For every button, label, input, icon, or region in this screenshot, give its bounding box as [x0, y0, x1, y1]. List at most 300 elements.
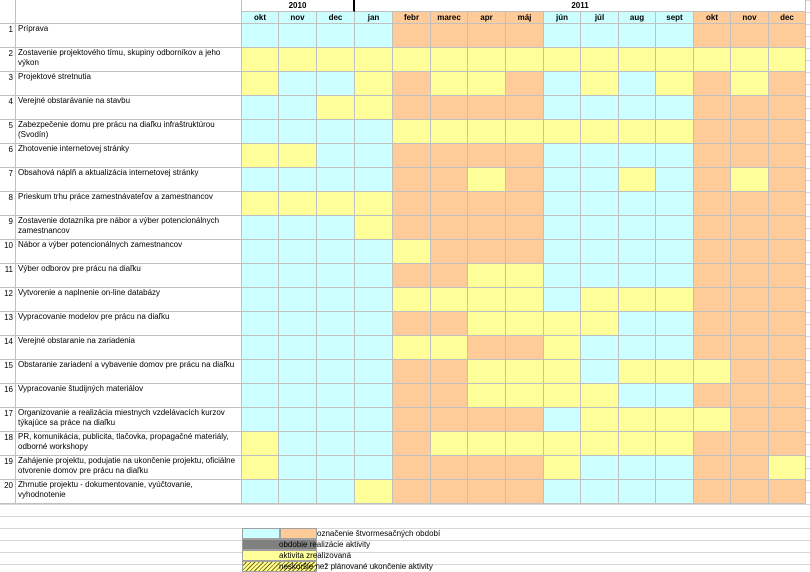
schedule-cell[interactable] — [431, 96, 468, 120]
schedule-cell[interactable] — [431, 432, 468, 456]
schedule-cell[interactable] — [619, 72, 656, 96]
schedule-cell[interactable] — [581, 264, 619, 288]
schedule-cell[interactable] — [279, 456, 317, 480]
schedule-cell[interactable] — [769, 432, 806, 456]
schedule-cell[interactable] — [317, 48, 355, 72]
schedule-cell[interactable] — [506, 192, 544, 216]
schedule-cell[interactable] — [355, 336, 393, 360]
schedule-cell[interactable] — [769, 72, 806, 96]
schedule-cell[interactable] — [769, 288, 806, 312]
schedule-cell[interactable] — [431, 240, 468, 264]
schedule-cell[interactable] — [468, 336, 506, 360]
schedule-cell[interactable] — [694, 168, 731, 192]
schedule-cell[interactable] — [242, 336, 279, 360]
schedule-cell[interactable] — [656, 240, 694, 264]
schedule-cell[interactable] — [619, 144, 656, 168]
schedule-cell[interactable] — [393, 216, 431, 240]
schedule-cell[interactable] — [731, 168, 769, 192]
schedule-cell[interactable] — [694, 360, 731, 384]
schedule-cell[interactable] — [279, 48, 317, 72]
schedule-cell[interactable] — [731, 240, 769, 264]
schedule-cell[interactable] — [544, 144, 581, 168]
schedule-cell[interactable] — [544, 96, 581, 120]
schedule-cell[interactable] — [242, 192, 279, 216]
schedule-cell[interactable] — [581, 96, 619, 120]
schedule-cell[interactable] — [242, 480, 279, 504]
schedule-cell[interactable] — [694, 408, 731, 432]
schedule-cell[interactable] — [279, 312, 317, 336]
schedule-cell[interactable] — [242, 216, 279, 240]
schedule-cell[interactable] — [731, 144, 769, 168]
schedule-cell[interactable] — [317, 408, 355, 432]
schedule-cell[interactable] — [656, 264, 694, 288]
schedule-cell[interactable] — [619, 264, 656, 288]
schedule-cell[interactable] — [581, 144, 619, 168]
schedule-cell[interactable] — [242, 24, 279, 48]
schedule-cell[interactable] — [317, 96, 355, 120]
schedule-cell[interactable] — [544, 480, 581, 504]
schedule-cell[interactable] — [393, 168, 431, 192]
schedule-cell[interactable] — [694, 48, 731, 72]
schedule-cell[interactable] — [619, 120, 656, 144]
schedule-cell[interactable] — [656, 24, 694, 48]
schedule-cell[interactable] — [619, 48, 656, 72]
schedule-cell[interactable] — [581, 168, 619, 192]
schedule-cell[interactable] — [355, 240, 393, 264]
schedule-cell[interactable] — [317, 384, 355, 408]
schedule-cell[interactable] — [544, 384, 581, 408]
schedule-cell[interactable] — [769, 360, 806, 384]
schedule-cell[interactable] — [355, 120, 393, 144]
schedule-cell[interactable] — [279, 384, 317, 408]
schedule-cell[interactable] — [656, 144, 694, 168]
schedule-cell[interactable] — [544, 360, 581, 384]
schedule-cell[interactable] — [544, 312, 581, 336]
schedule-cell[interactable] — [279, 360, 317, 384]
schedule-cell[interactable] — [581, 216, 619, 240]
schedule-cell[interactable] — [317, 120, 355, 144]
schedule-cell[interactable] — [431, 456, 468, 480]
schedule-cell[interactable] — [769, 240, 806, 264]
schedule-cell[interactable] — [355, 24, 393, 48]
schedule-cell[interactable] — [656, 48, 694, 72]
schedule-cell[interactable] — [355, 480, 393, 504]
schedule-cell[interactable] — [581, 72, 619, 96]
schedule-cell[interactable] — [468, 288, 506, 312]
schedule-cell[interactable] — [581, 384, 619, 408]
schedule-cell[interactable] — [393, 336, 431, 360]
schedule-cell[interactable] — [731, 264, 769, 288]
schedule-cell[interactable] — [694, 240, 731, 264]
schedule-cell[interactable] — [468, 192, 506, 216]
schedule-cell[interactable] — [694, 192, 731, 216]
schedule-cell[interactable] — [468, 360, 506, 384]
schedule-cell[interactable] — [279, 408, 317, 432]
schedule-cell[interactable] — [355, 144, 393, 168]
schedule-cell[interactable] — [656, 312, 694, 336]
schedule-cell[interactable] — [619, 192, 656, 216]
schedule-cell[interactable] — [279, 120, 317, 144]
schedule-cell[interactable] — [355, 72, 393, 96]
schedule-cell[interactable] — [769, 120, 806, 144]
schedule-cell[interactable] — [355, 456, 393, 480]
schedule-cell[interactable] — [619, 408, 656, 432]
schedule-cell[interactable] — [393, 24, 431, 48]
schedule-cell[interactable] — [731, 360, 769, 384]
schedule-cell[interactable] — [393, 360, 431, 384]
schedule-cell[interactable] — [279, 264, 317, 288]
schedule-cell[interactable] — [544, 72, 581, 96]
schedule-cell[interactable] — [355, 96, 393, 120]
schedule-cell[interactable] — [694, 288, 731, 312]
schedule-cell[interactable] — [279, 168, 317, 192]
schedule-cell[interactable] — [581, 432, 619, 456]
schedule-cell[interactable] — [317, 288, 355, 312]
schedule-cell[interactable] — [468, 384, 506, 408]
schedule-cell[interactable] — [317, 168, 355, 192]
schedule-cell[interactable] — [506, 432, 544, 456]
schedule-cell[interactable] — [468, 312, 506, 336]
schedule-cell[interactable] — [506, 24, 544, 48]
schedule-cell[interactable] — [656, 456, 694, 480]
schedule-cell[interactable] — [279, 72, 317, 96]
schedule-cell[interactable] — [581, 480, 619, 504]
schedule-cell[interactable] — [544, 168, 581, 192]
schedule-cell[interactable] — [694, 336, 731, 360]
schedule-cell[interactable] — [731, 48, 769, 72]
schedule-cell[interactable] — [431, 120, 468, 144]
schedule-cell[interactable] — [431, 360, 468, 384]
schedule-cell[interactable] — [506, 336, 544, 360]
schedule-cell[interactable] — [769, 408, 806, 432]
schedule-cell[interactable] — [393, 72, 431, 96]
schedule-cell[interactable] — [694, 264, 731, 288]
schedule-cell[interactable] — [506, 312, 544, 336]
schedule-cell[interactable] — [769, 456, 806, 480]
schedule-cell[interactable] — [581, 288, 619, 312]
schedule-cell[interactable] — [279, 480, 317, 504]
schedule-cell[interactable] — [279, 96, 317, 120]
schedule-cell[interactable] — [393, 432, 431, 456]
schedule-cell[interactable] — [506, 120, 544, 144]
schedule-cell[interactable] — [468, 24, 506, 48]
schedule-cell[interactable] — [431, 336, 468, 360]
schedule-cell[interactable] — [279, 432, 317, 456]
schedule-cell[interactable] — [581, 192, 619, 216]
schedule-cell[interactable] — [279, 240, 317, 264]
schedule-cell[interactable] — [656, 120, 694, 144]
schedule-cell[interactable] — [355, 408, 393, 432]
schedule-cell[interactable] — [769, 168, 806, 192]
schedule-cell[interactable] — [619, 360, 656, 384]
schedule-cell[interactable] — [731, 456, 769, 480]
schedule-cell[interactable] — [694, 456, 731, 480]
schedule-cell[interactable] — [581, 456, 619, 480]
schedule-cell[interactable] — [544, 408, 581, 432]
schedule-cell[interactable] — [317, 240, 355, 264]
schedule-cell[interactable] — [355, 168, 393, 192]
schedule-cell[interactable] — [355, 264, 393, 288]
schedule-cell[interactable] — [581, 336, 619, 360]
schedule-cell[interactable] — [506, 96, 544, 120]
schedule-cell[interactable] — [242, 384, 279, 408]
schedule-cell[interactable] — [544, 288, 581, 312]
schedule-cell[interactable] — [656, 72, 694, 96]
schedule-cell[interactable] — [506, 48, 544, 72]
schedule-cell[interactable] — [769, 384, 806, 408]
schedule-cell[interactable] — [769, 216, 806, 240]
schedule-cell[interactable] — [393, 480, 431, 504]
schedule-cell[interactable] — [468, 96, 506, 120]
schedule-cell[interactable] — [468, 216, 506, 240]
schedule-cell[interactable] — [506, 144, 544, 168]
schedule-cell[interactable] — [656, 336, 694, 360]
schedule-cell[interactable] — [694, 216, 731, 240]
schedule-cell[interactable] — [317, 264, 355, 288]
schedule-cell[interactable] — [468, 432, 506, 456]
schedule-cell[interactable] — [468, 120, 506, 144]
schedule-cell[interactable] — [581, 360, 619, 384]
schedule-cell[interactable] — [731, 72, 769, 96]
schedule-cell[interactable] — [279, 288, 317, 312]
schedule-cell[interactable] — [544, 432, 581, 456]
schedule-cell[interactable] — [506, 216, 544, 240]
schedule-cell[interactable] — [242, 240, 279, 264]
schedule-cell[interactable] — [769, 96, 806, 120]
schedule-cell[interactable] — [769, 192, 806, 216]
schedule-cell[interactable] — [279, 24, 317, 48]
schedule-cell[interactable] — [431, 48, 468, 72]
schedule-cell[interactable] — [544, 240, 581, 264]
schedule-cell[interactable] — [431, 168, 468, 192]
schedule-cell[interactable] — [581, 48, 619, 72]
schedule-cell[interactable] — [393, 456, 431, 480]
schedule-cell[interactable] — [393, 312, 431, 336]
schedule-cell[interactable] — [694, 96, 731, 120]
schedule-cell[interactable] — [731, 192, 769, 216]
schedule-cell[interactable] — [393, 288, 431, 312]
schedule-cell[interactable] — [619, 288, 656, 312]
schedule-cell[interactable] — [431, 144, 468, 168]
schedule-cell[interactable] — [581, 408, 619, 432]
schedule-cell[interactable] — [431, 408, 468, 432]
schedule-cell[interactable] — [656, 192, 694, 216]
schedule-cell[interactable] — [581, 24, 619, 48]
schedule-cell[interactable] — [355, 384, 393, 408]
schedule-cell[interactable] — [544, 192, 581, 216]
schedule-cell[interactable] — [506, 240, 544, 264]
schedule-cell[interactable] — [769, 48, 806, 72]
schedule-cell[interactable] — [317, 456, 355, 480]
schedule-cell[interactable] — [242, 168, 279, 192]
schedule-cell[interactable] — [431, 216, 468, 240]
schedule-cell[interactable] — [619, 216, 656, 240]
schedule-cell[interactable] — [279, 192, 317, 216]
schedule-cell[interactable] — [431, 72, 468, 96]
schedule-cell[interactable] — [393, 240, 431, 264]
schedule-cell[interactable] — [317, 192, 355, 216]
schedule-cell[interactable] — [355, 360, 393, 384]
schedule-cell[interactable] — [431, 24, 468, 48]
schedule-cell[interactable] — [242, 432, 279, 456]
schedule-cell[interactable] — [581, 312, 619, 336]
schedule-cell[interactable] — [656, 168, 694, 192]
schedule-cell[interactable] — [731, 288, 769, 312]
schedule-cell[interactable] — [468, 240, 506, 264]
schedule-cell[interactable] — [544, 456, 581, 480]
schedule-cell[interactable] — [656, 384, 694, 408]
schedule-cell[interactable] — [581, 240, 619, 264]
schedule-cell[interactable] — [431, 192, 468, 216]
schedule-cell[interactable] — [468, 264, 506, 288]
schedule-cell[interactable] — [317, 144, 355, 168]
schedule-cell[interactable] — [317, 480, 355, 504]
schedule-cell[interactable] — [544, 336, 581, 360]
schedule-cell[interactable] — [769, 312, 806, 336]
schedule-cell[interactable] — [468, 408, 506, 432]
schedule-cell[interactable] — [731, 24, 769, 48]
schedule-cell[interactable] — [468, 456, 506, 480]
schedule-cell[interactable] — [731, 336, 769, 360]
schedule-cell[interactable] — [581, 120, 619, 144]
schedule-cell[interactable] — [355, 48, 393, 72]
schedule-cell[interactable] — [506, 72, 544, 96]
schedule-cell[interactable] — [619, 168, 656, 192]
schedule-cell[interactable] — [355, 312, 393, 336]
schedule-cell[interactable] — [317, 72, 355, 96]
schedule-cell[interactable] — [355, 288, 393, 312]
schedule-cell[interactable] — [544, 24, 581, 48]
schedule-cell[interactable] — [506, 168, 544, 192]
schedule-cell[interactable] — [355, 216, 393, 240]
schedule-cell[interactable] — [731, 480, 769, 504]
schedule-cell[interactable] — [317, 432, 355, 456]
schedule-cell[interactable] — [656, 432, 694, 456]
schedule-cell[interactable] — [694, 24, 731, 48]
schedule-cell[interactable] — [694, 432, 731, 456]
schedule-cell[interactable] — [694, 480, 731, 504]
schedule-cell[interactable] — [694, 72, 731, 96]
schedule-cell[interactable] — [393, 384, 431, 408]
schedule-cell[interactable] — [506, 288, 544, 312]
schedule-cell[interactable] — [279, 336, 317, 360]
schedule-cell[interactable] — [317, 24, 355, 48]
schedule-cell[interactable] — [694, 312, 731, 336]
schedule-cell[interactable] — [619, 312, 656, 336]
schedule-cell[interactable] — [731, 432, 769, 456]
schedule-cell[interactable] — [242, 312, 279, 336]
schedule-cell[interactable] — [242, 120, 279, 144]
schedule-cell[interactable] — [242, 264, 279, 288]
schedule-cell[interactable] — [731, 384, 769, 408]
schedule-cell[interactable] — [431, 480, 468, 504]
schedule-cell[interactable] — [619, 384, 656, 408]
schedule-cell[interactable] — [694, 144, 731, 168]
schedule-cell[interactable] — [656, 360, 694, 384]
schedule-cell[interactable] — [242, 360, 279, 384]
schedule-cell[interactable] — [393, 408, 431, 432]
schedule-cell[interactable] — [731, 312, 769, 336]
schedule-cell[interactable] — [544, 48, 581, 72]
schedule-cell[interactable] — [619, 240, 656, 264]
schedule-cell[interactable] — [619, 96, 656, 120]
schedule-cell[interactable] — [769, 144, 806, 168]
schedule-cell[interactable] — [355, 432, 393, 456]
schedule-cell[interactable] — [506, 480, 544, 504]
schedule-cell[interactable] — [619, 456, 656, 480]
schedule-cell[interactable] — [506, 360, 544, 384]
schedule-cell[interactable] — [769, 24, 806, 48]
schedule-cell[interactable] — [317, 216, 355, 240]
schedule-cell[interactable] — [619, 336, 656, 360]
schedule-cell[interactable] — [468, 168, 506, 192]
schedule-cell[interactable] — [279, 216, 317, 240]
schedule-cell[interactable] — [393, 264, 431, 288]
schedule-cell[interactable] — [731, 120, 769, 144]
schedule-cell[interactable] — [242, 96, 279, 120]
schedule-cell[interactable] — [393, 120, 431, 144]
schedule-cell[interactable] — [769, 264, 806, 288]
schedule-cell[interactable] — [619, 432, 656, 456]
schedule-cell[interactable] — [769, 480, 806, 504]
schedule-cell[interactable] — [468, 144, 506, 168]
schedule-cell[interactable] — [544, 216, 581, 240]
schedule-cell[interactable] — [544, 120, 581, 144]
schedule-cell[interactable] — [694, 120, 731, 144]
schedule-cell[interactable] — [242, 408, 279, 432]
schedule-cell[interactable] — [468, 72, 506, 96]
schedule-cell[interactable] — [393, 144, 431, 168]
schedule-cell[interactable] — [431, 288, 468, 312]
schedule-cell[interactable] — [506, 384, 544, 408]
schedule-cell[interactable] — [468, 48, 506, 72]
schedule-cell[interactable] — [393, 96, 431, 120]
schedule-cell[interactable] — [242, 72, 279, 96]
schedule-cell[interactable] — [317, 336, 355, 360]
schedule-cell[interactable] — [317, 312, 355, 336]
schedule-cell[interactable] — [431, 312, 468, 336]
schedule-cell[interactable] — [656, 96, 694, 120]
schedule-cell[interactable] — [694, 384, 731, 408]
schedule-cell[interactable] — [731, 96, 769, 120]
schedule-cell[interactable] — [279, 144, 317, 168]
schedule-cell[interactable] — [506, 408, 544, 432]
schedule-cell[interactable] — [731, 216, 769, 240]
schedule-cell[interactable] — [506, 456, 544, 480]
schedule-cell[interactable] — [468, 480, 506, 504]
schedule-cell[interactable] — [317, 360, 355, 384]
schedule-cell[interactable] — [355, 192, 393, 216]
schedule-cell[interactable] — [242, 456, 279, 480]
schedule-cell[interactable] — [506, 264, 544, 288]
schedule-cell[interactable] — [656, 480, 694, 504]
schedule-cell[interactable] — [656, 408, 694, 432]
schedule-cell[interactable] — [431, 264, 468, 288]
schedule-cell[interactable] — [656, 288, 694, 312]
schedule-cell[interactable] — [393, 192, 431, 216]
schedule-cell[interactable] — [544, 264, 581, 288]
schedule-cell[interactable] — [619, 480, 656, 504]
schedule-cell[interactable] — [242, 144, 279, 168]
schedule-cell[interactable] — [731, 408, 769, 432]
schedule-cell[interactable] — [242, 48, 279, 72]
schedule-cell[interactable] — [769, 336, 806, 360]
schedule-cell[interactable] — [242, 288, 279, 312]
schedule-cell[interactable] — [619, 24, 656, 48]
schedule-cell[interactable] — [393, 48, 431, 72]
schedule-cell[interactable] — [431, 384, 468, 408]
schedule-cell[interactable] — [656, 216, 694, 240]
